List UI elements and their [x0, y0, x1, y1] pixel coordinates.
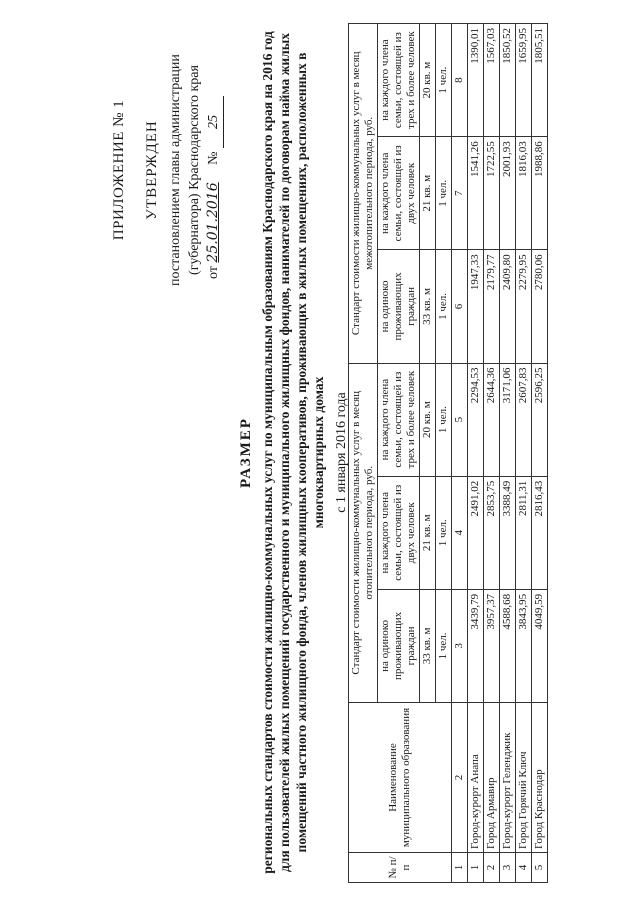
header-per-cell: 1 чел.: [436, 363, 452, 476]
table-row: [468, 24, 484, 883]
row-value: 3388,49: [500, 476, 516, 589]
header-colnum-cell: 3: [452, 589, 468, 702]
row-number: 4: [516, 853, 532, 883]
row-value: 2596,25: [532, 363, 548, 476]
row-value: 3843,95: [516, 589, 532, 702]
row-municipality: Город Краснодар: [532, 703, 548, 853]
header-sub-cell: на каждого члена семьи, состоящей из двух человек: [378, 137, 420, 250]
header-area-cell: 20 кв. м: [420, 24, 436, 137]
row-value: 1541,26: [468, 137, 484, 250]
header-colnum-row: [452, 24, 468, 883]
header-colnum-cell: 8: [452, 24, 468, 137]
header-per-cell: 1 чел.: [436, 589, 452, 702]
header-sub-cell: на каждого члена семьи, состоящей из трех и более человек: [378, 363, 420, 476]
row-municipality: Город-курорт Геленджик: [500, 703, 516, 853]
row-value: 2780,06: [532, 250, 548, 363]
table-row: [532, 24, 548, 883]
row-value: 1816,03: [516, 137, 532, 250]
row-municipality: Город-курорт Анапа: [468, 703, 484, 853]
approval-line-2: (губернатора) Краснодарского края: [187, 65, 202, 275]
header-name: Наименование муниципального образования: [349, 703, 452, 853]
header-sub-cell: на одиноко проживающих граждан: [378, 250, 420, 363]
header-group-nonheating: Стандарт стоимости жилищно-коммунальных услуг в месяц межотопительного периода, руб.: [349, 24, 378, 364]
header-colnum-cell: 2: [452, 703, 468, 853]
approval-number: 25: [204, 96, 224, 148]
table-body: [468, 24, 548, 883]
row-number: 3: [500, 853, 516, 883]
row-municipality: Город Армавир: [484, 703, 500, 853]
table-row: [516, 24, 532, 883]
row-value: 1947,33: [468, 250, 484, 363]
row-number: 1: [468, 853, 484, 883]
header-sub-cell: на каждого члена семьи, состоящей из трех и более человек: [378, 24, 420, 137]
approval-line-1: постановлением главы администрации: [168, 54, 183, 286]
row-value: 4049,59: [532, 589, 548, 702]
header-colnum-cell: 1: [452, 853, 468, 883]
heading-title: РАЗМЕР: [238, 417, 254, 488]
approval-date: 25.01.2016: [205, 182, 221, 263]
header-per-cell: 1 чел.: [436, 250, 452, 363]
row-value: 2179,77: [484, 250, 500, 363]
row-value: 3439,79: [468, 589, 484, 702]
heading-date: с 1 января 2016 года: [334, 392, 349, 513]
heading-body: региональных стандартов стоимости жилищно-коммунальных услуг по муниципальным образованиям Краснодарского края на 2016 год для пользователей жилых помещений государственного и муниципального жилищных фондов, нанимателей по договорам найма жилых помещений частного жилищного фонда, членов жилищных кооперативов, проживающих в жилых помещениях, расположенных в многоквартирных домах: [260, 31, 326, 874]
row-value: 2644,36: [484, 363, 500, 476]
header-per-cell: 1 чел.: [436, 476, 452, 589]
row-value: 1850,52: [500, 24, 516, 137]
header-colnum-cell: 7: [452, 137, 468, 250]
header-area-cell: 21 кв. м: [420, 476, 436, 589]
table-row: [484, 24, 500, 883]
header-area-cell: 33 кв. м: [420, 589, 436, 702]
appendix-label: ПРИЛОЖЕНИЕ № 1: [111, 99, 127, 241]
number-prefix: №: [206, 151, 221, 165]
header-sub-cell: на каждого члена семьи, состоящей из двух человек: [378, 476, 420, 589]
approved-label: УТВЕРЖДЕН: [144, 120, 160, 220]
header-colnum-cell: 5: [452, 363, 468, 476]
row-value: 1659,95: [516, 24, 532, 137]
header-area-cell: 21 кв. м: [420, 137, 436, 250]
row-value: 1988,86: [532, 137, 548, 250]
header-colnum-cell: 4: [452, 476, 468, 589]
header-area-cell: 33 кв. м: [420, 250, 436, 363]
row-value: 1722,55: [484, 137, 500, 250]
header-number: № п/п: [349, 853, 452, 883]
row-value: 4588,68: [500, 589, 516, 702]
row-value: 1567,03: [484, 24, 500, 137]
header-colnum-cell: 6: [452, 250, 468, 363]
row-value: 2491,02: [468, 476, 484, 589]
row-value: 3171,06: [500, 363, 516, 476]
row-value: 2279,95: [516, 250, 532, 363]
header-area-cell: 20 кв. м: [420, 363, 436, 476]
row-number: 2: [484, 853, 500, 883]
header-per-cell: 1 чел.: [436, 137, 452, 250]
row-value: 2607,83: [516, 363, 532, 476]
header-per-cell: 1 чел.: [436, 24, 452, 137]
row-value: 2816,43: [532, 476, 548, 589]
row-value: 2853,75: [484, 476, 500, 589]
row-value: 2409,80: [500, 250, 516, 363]
standards-table: [348, 23, 548, 883]
row-value: 2294,53: [468, 363, 484, 476]
approval-date-line: [204, 35, 224, 305]
row-value: 3957,37: [484, 589, 500, 702]
row-value: 1390,01: [468, 24, 484, 137]
row-number: 5: [532, 853, 548, 883]
table-row: [500, 24, 516, 883]
row-value: 2001,93: [500, 137, 516, 250]
row-value: 1805,51: [532, 24, 548, 137]
date-prefix: от: [206, 266, 221, 279]
row-municipality: Город Горячий Ключ: [516, 703, 532, 853]
header-sub-cell: на одиноко проживающих граждан: [378, 589, 420, 702]
header-group-heating: Стандарт стоимости жилищно-коммунальных услуг в месяц отопительного периода, руб.: [349, 363, 378, 702]
approval-block: [110, 35, 224, 305]
row-value: 2811,31: [516, 476, 532, 589]
document-heading: [238, 30, 350, 875]
